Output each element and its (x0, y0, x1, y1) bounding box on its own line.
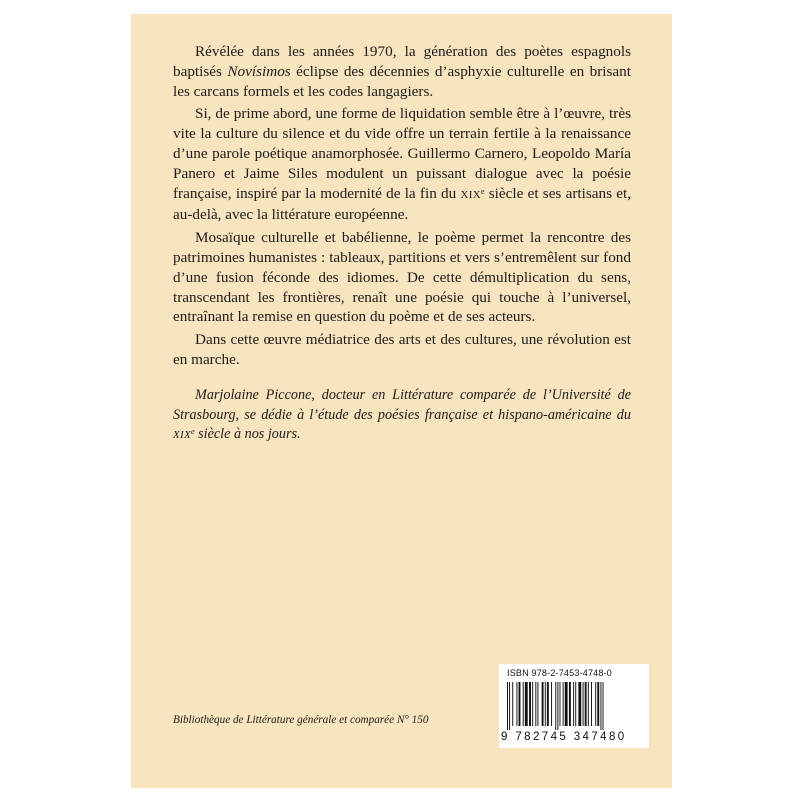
barcode-bar (537, 682, 538, 726)
blurb-paragraph-4: Dans cette œuvre médiatrice des arts et des cultures, une révolution est en marche. (173, 331, 631, 368)
barcode-digits: 9 782745 347480 (501, 731, 627, 743)
barcode-bar (560, 682, 561, 726)
barcode-bar (516, 682, 517, 726)
barcode-bar (573, 682, 574, 726)
barcode-bar (507, 682, 508, 730)
series-label: Bibliothèque de Littérature générale et comparée N° 150 (173, 714, 429, 726)
barcode-bar (509, 682, 510, 730)
barcode-bar (569, 682, 571, 726)
barcode-icon (507, 682, 641, 730)
author-bio-text-end: siècle à nos jours. (194, 426, 301, 442)
barcode-bar (523, 682, 524, 726)
blurb-paragraph-3: Mosaïque culturelle et babélienne, le poème permet la rencontre des patrimoines humanistes : tableaux, partitions et vers s’entremêlent sur fond d’une fusion féconde des idiomes. De cette démultiplication du sens, transcendant les frontières, renaît une poésie qui touche à l’universel, entraînant la remise en question du poème et de ses acteurs. (173, 229, 631, 326)
barcode-bar (603, 682, 604, 730)
century-superscript: e (480, 186, 485, 196)
barcode-bar (578, 682, 581, 726)
isbn-label: ISBN 978-2-7453-4748-0 (507, 668, 612, 678)
barcode-bar (545, 682, 546, 726)
barcode-bar (525, 682, 528, 726)
blurb-p1-text: Révélée dans les années 1970, la génération des poètes espagnols baptisés (173, 43, 631, 80)
back-cover (131, 14, 672, 788)
blurb-p2-text: Si, de prime abord, une forme de liquidation semble être à l’œuvre, très vite la culture du silence et du vide offre un terrain fertile à la renaissance d’une parole poétique anamorphosée. Guillermo Carnero, Leopoldo María Panero et Jaime Siles modulent un puissant dialogue avec la poésie française, inspiré par la modernité de la fin du (173, 105, 631, 202)
barcode-bar (519, 682, 521, 726)
blurb-text (173, 42, 631, 373)
author-bio-text: Marjolaine Piccone, docteur en Littérature comparée de l’Université de Strasbourg, se dédie à l’étude des poésies française et hispano-américaine du (173, 387, 631, 423)
barcode-bar (555, 682, 556, 730)
barcode-bar (588, 682, 589, 726)
barcode-bar (532, 682, 533, 726)
novisimos-title: Novísimos (227, 62, 291, 80)
author-bio (173, 386, 631, 446)
blurb-paragraph-1 (173, 42, 631, 101)
blurb-p1-text-end: éclipse des décennies d’asphyxie culturelle en brisant les carcans formels et les codes langagiers. (173, 62, 631, 100)
barcode-bar (597, 682, 599, 726)
barcode-box (499, 664, 649, 748)
barcode-bar (591, 682, 592, 726)
blurb-p2-text-end: siècle et ses artisans et, au-delà, avec la littérature européenne. (173, 184, 632, 224)
barcode-bar (585, 682, 587, 726)
bio-century-numeral: XIX (173, 429, 192, 441)
barcode-bar (557, 682, 558, 730)
blurb-paragraph-2 (173, 104, 631, 225)
barcode-bar (535, 682, 536, 726)
barcode-bar (547, 682, 549, 726)
barcode-bar (565, 682, 568, 726)
barcode-bar (600, 682, 601, 730)
barcode-bar (575, 682, 576, 726)
barcode-bar (583, 682, 584, 726)
century-numeral: XIX (460, 188, 481, 201)
barcode-bar (563, 682, 564, 726)
barcode-bar (542, 682, 544, 726)
bio-century-superscript: e (191, 427, 195, 436)
barcode-bar (551, 682, 552, 726)
barcode-bar (529, 682, 531, 726)
barcode-bar (512, 682, 513, 726)
barcode-bar (595, 682, 596, 726)
